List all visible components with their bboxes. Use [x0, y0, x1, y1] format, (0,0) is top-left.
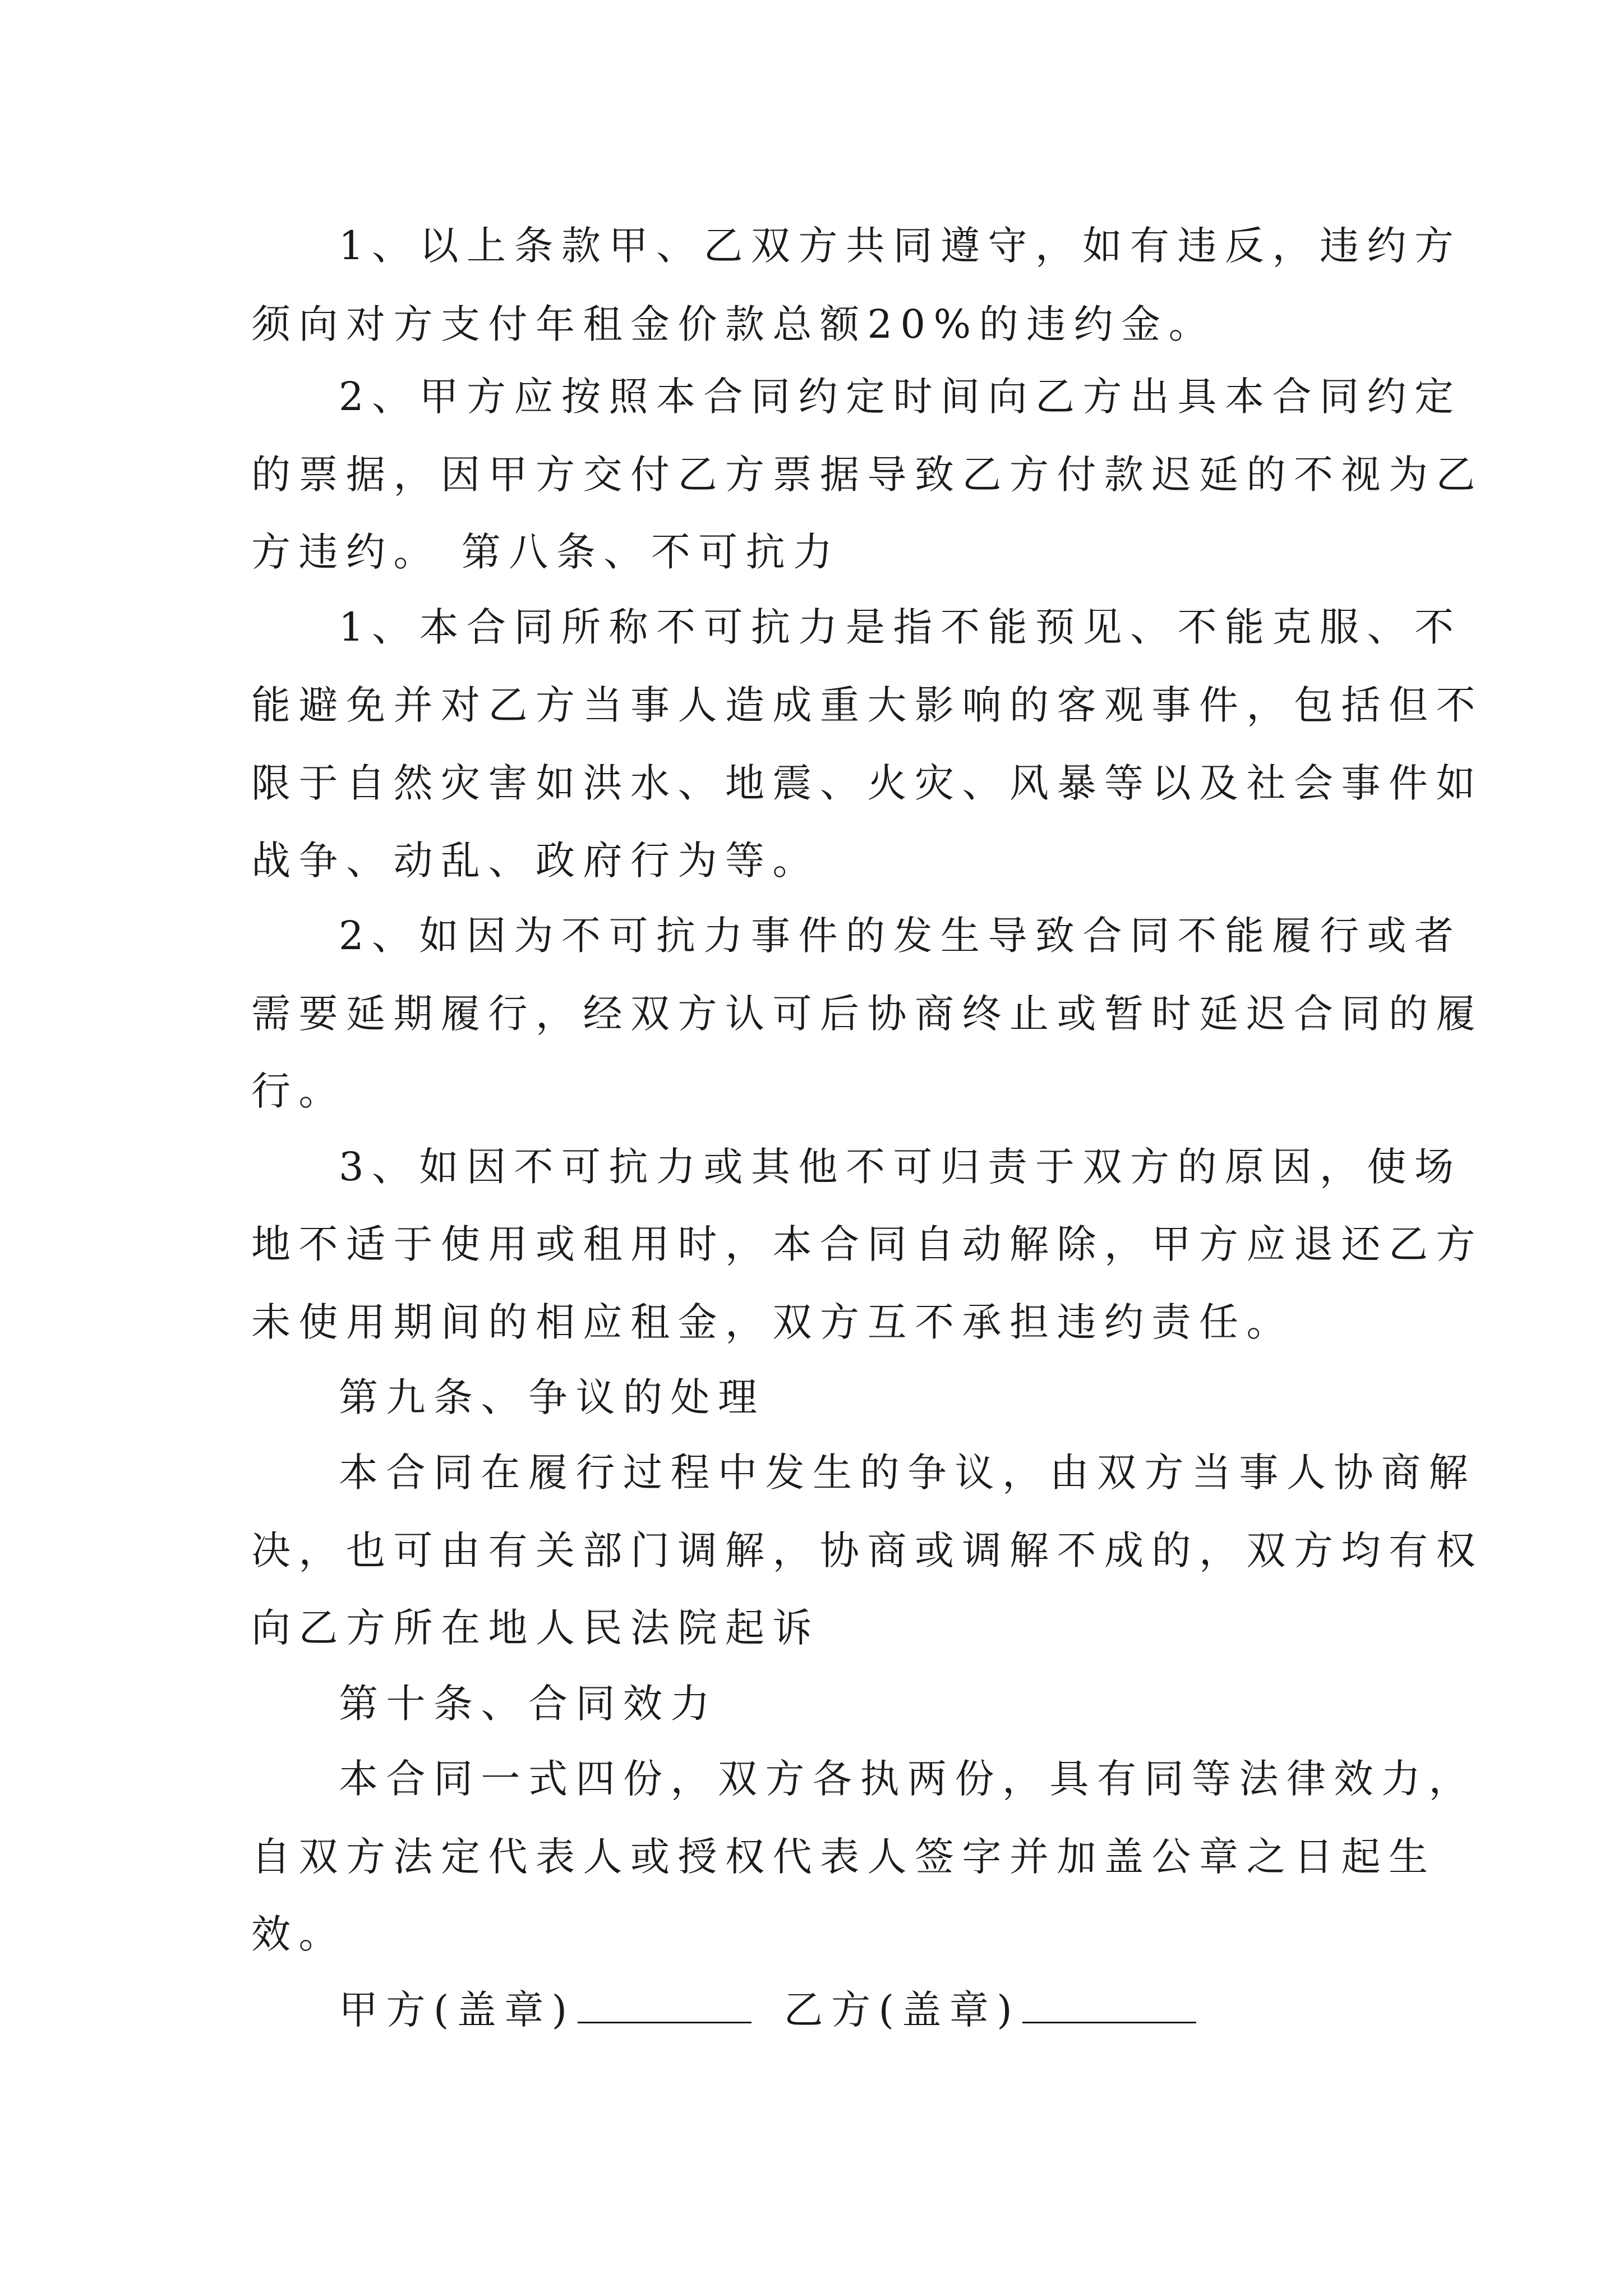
text-line: 向乙方所在地人民法院起诉 — [251, 1605, 820, 1651]
party-a-signature-blank[interactable] — [578, 1982, 751, 2023]
text-line: 的票据，因甲方交付乙方票据导致乙方付款迟延的不视为乙 — [251, 452, 1483, 498]
text-line: 方违约。 第八条、不可抗力 — [251, 529, 841, 575]
section-heading: 第九条、争议的处理 — [339, 1374, 766, 1420]
text-line: 决，也可由有关部门调解，协商或调解不成的，双方均有权 — [251, 1527, 1483, 1573]
text-line: 本合同一式四份，双方各执两份，具有同等法律效力， — [339, 1756, 1476, 1802]
text-line: 1、以上条款甲、乙双方共同遵守，如有违反，违约方 — [339, 223, 1462, 269]
text-line: 行。 — [251, 1068, 346, 1114]
text-line: 未使用期间的相应租金，双方互不承担违约责任。 — [251, 1299, 1294, 1345]
text-line: 1、本合同所称不可抗力是指不能预见、不能克服、不 — [339, 604, 1462, 650]
text-line: 效。 — [251, 1911, 346, 1957]
text-line: 战争、动乱、政府行为等。 — [251, 838, 820, 884]
text-line: 限于自然灾害如洪水、地震、火灾、风暴等以及社会事件如 — [251, 760, 1483, 806]
section-heading: 第十条、合同效力 — [339, 1681, 718, 1727]
party-a-label: 甲方(盖章) — [339, 1987, 575, 2033]
text-line: 须向对方支付年租金价款总额20%的违约金。 — [251, 301, 1216, 347]
text-line: 需要延期履行，经双方认可后协商终止或暂时延迟合同的履 — [251, 991, 1483, 1037]
text-line: 3、如因不可抗力或其他不可归责于双方的原因，使场 — [339, 1144, 1462, 1190]
signature-line — [339, 1971, 1196, 2049]
text-line: 能避免并对乙方当事人造成重大影响的客观事件，包括但不 — [251, 682, 1483, 728]
text-line: 2、甲方应按照本合同约定时间向乙方出具本合同约定 — [339, 374, 1462, 420]
party-b-signature-blank[interactable] — [1022, 1982, 1196, 2023]
text-line: 2、如因为不可抗力事件的发生导致合同不能履行或者 — [339, 913, 1462, 959]
text-line: 本合同在履行过程中发生的争议，由双方当事人协商解 — [339, 1450, 1476, 1496]
text-line: 地不适于使用或租用时，本合同自动解除，甲方应退还乙方 — [251, 1221, 1483, 1267]
text-line: 自双方法定代表人或授权代表人签字并加盖公章之日起生 — [251, 1834, 1436, 1880]
party-b-label: 乙方(盖章) — [783, 1987, 1021, 2033]
